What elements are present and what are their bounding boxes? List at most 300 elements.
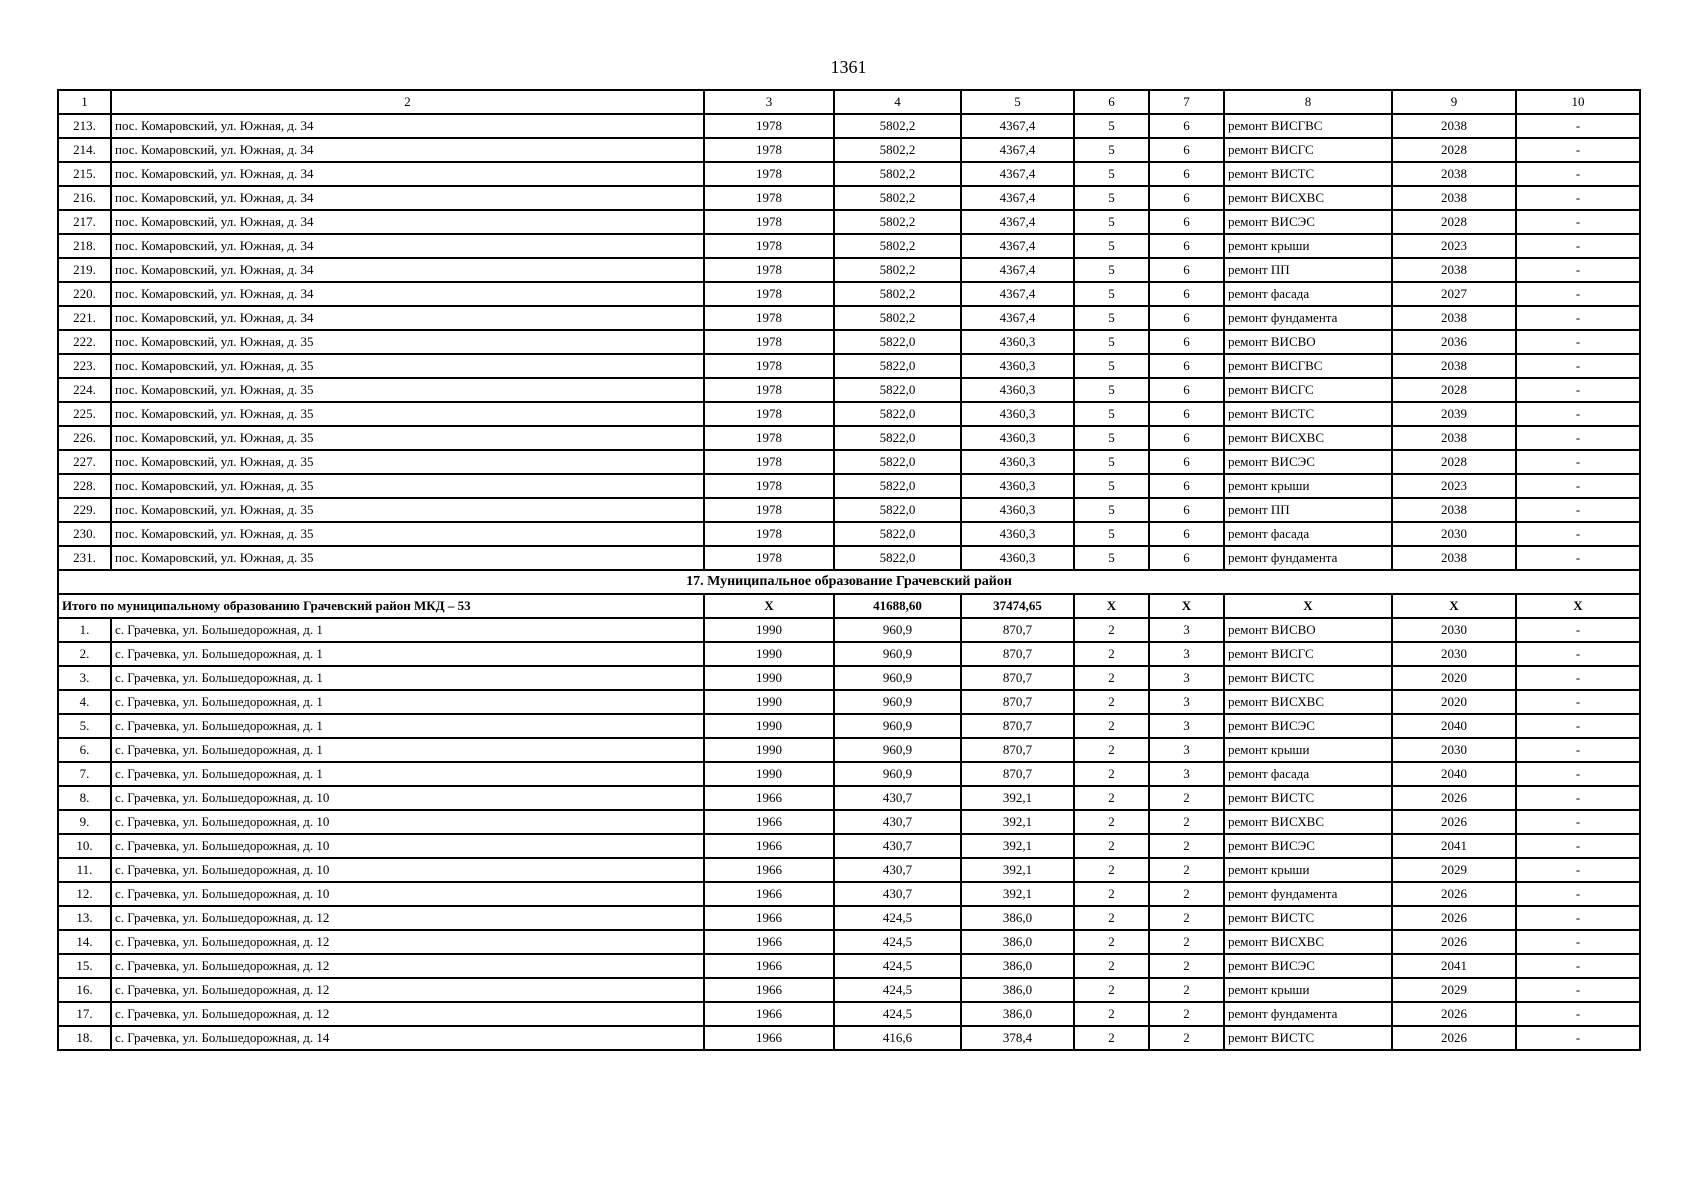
note-cell: -: [1516, 858, 1640, 882]
planned-year-cell: 2039: [1392, 402, 1516, 426]
table-row: [58, 954, 1640, 978]
planned-year-cell: 2038: [1392, 114, 1516, 138]
row-number-cell: 222.: [58, 330, 111, 354]
year-cell: 1966: [704, 882, 834, 906]
address-cell: с. Грачевка, ул. Большедорожная, д. 12: [111, 978, 704, 1002]
total-area-cell: 424,5: [834, 954, 961, 978]
total-area-cell: 5802,2: [834, 258, 961, 282]
total-area-cell: 5802,2: [834, 210, 961, 234]
year-cell: 1990: [704, 618, 834, 642]
entrances-cell: 6: [1149, 282, 1224, 306]
entrances-cell: 6: [1149, 330, 1224, 354]
floors-cell: 2: [1074, 954, 1149, 978]
entrances-cell: 2: [1149, 906, 1224, 930]
total-area-cell: 5802,2: [834, 186, 961, 210]
table-row: [58, 666, 1640, 690]
entrances-cell: 2: [1149, 858, 1224, 882]
row-number-cell: 13.: [58, 906, 111, 930]
note-cell: -: [1516, 354, 1640, 378]
living-area-cell: 392,1: [961, 834, 1074, 858]
address-cell: с. Грачевка, ул. Большедорожная, д. 10: [111, 882, 704, 906]
total-area-cell: 416,6: [834, 1026, 961, 1050]
work-type-cell: ремонт фундамента: [1224, 882, 1392, 906]
address-cell: пос. Комаровский, ул. Южная, д. 35: [111, 498, 704, 522]
floors-cell: 5: [1074, 210, 1149, 234]
year-cell: 1978: [704, 210, 834, 234]
work-type-cell: ремонт фасада: [1224, 522, 1392, 546]
table-row: [58, 402, 1640, 426]
planned-year-cell: 2027: [1392, 282, 1516, 306]
floors-cell: 5: [1074, 138, 1149, 162]
total-value-cell: Х: [1074, 594, 1149, 618]
year-cell: 1966: [704, 810, 834, 834]
planned-year-cell: 2023: [1392, 234, 1516, 258]
floors-cell: 2: [1074, 666, 1149, 690]
floors-cell: 5: [1074, 234, 1149, 258]
year-cell: 1990: [704, 714, 834, 738]
column-number-cell: 8: [1224, 90, 1392, 114]
address-cell: пос. Комаровский, ул. Южная, д. 35: [111, 330, 704, 354]
year-cell: 1978: [704, 522, 834, 546]
row-number-cell: 14.: [58, 930, 111, 954]
table-row: [58, 162, 1640, 186]
total-area-cell: 5822,0: [834, 522, 961, 546]
work-type-cell: ремонт ВИСГС: [1224, 378, 1392, 402]
planned-year-cell: 2026: [1392, 930, 1516, 954]
row-number-cell: 7.: [58, 762, 111, 786]
row-number-cell: 230.: [58, 522, 111, 546]
work-type-cell: ремонт фундамента: [1224, 546, 1392, 570]
total-area-cell: 960,9: [834, 762, 961, 786]
table-row: [58, 690, 1640, 714]
entrances-cell: 6: [1149, 450, 1224, 474]
total-area-cell: 430,7: [834, 786, 961, 810]
table-row: [58, 642, 1640, 666]
note-cell: -: [1516, 186, 1640, 210]
entrances-cell: 6: [1149, 186, 1224, 210]
address-cell: пос. Комаровский, ул. Южная, д. 34: [111, 162, 704, 186]
living-area-cell: 4367,4: [961, 114, 1074, 138]
entrances-cell: 6: [1149, 138, 1224, 162]
living-area-cell: 870,7: [961, 738, 1074, 762]
planned-year-cell: 2026: [1392, 882, 1516, 906]
entrances-cell: 6: [1149, 306, 1224, 330]
entrances-cell: 2: [1149, 1002, 1224, 1026]
total-area-cell: 5802,2: [834, 282, 961, 306]
work-type-cell: ремонт фундамента: [1224, 306, 1392, 330]
row-number-cell: 224.: [58, 378, 111, 402]
year-cell: 1978: [704, 450, 834, 474]
floors-cell: 2: [1074, 786, 1149, 810]
planned-year-cell: 2029: [1392, 858, 1516, 882]
entrances-cell: 6: [1149, 258, 1224, 282]
entrances-cell: 3: [1149, 618, 1224, 642]
total-area-cell: 960,9: [834, 666, 961, 690]
living-area-cell: 870,7: [961, 690, 1074, 714]
note-cell: -: [1516, 450, 1640, 474]
floors-cell: 2: [1074, 1002, 1149, 1026]
total-label: Итого по муниципальному образованию Грачевский район МКД – 53: [58, 594, 704, 618]
living-area-cell: 4360,3: [961, 474, 1074, 498]
column-number-cell: 6: [1074, 90, 1149, 114]
address-cell: пос. Комаровский, ул. Южная, д. 34: [111, 258, 704, 282]
section-header-row: [58, 570, 1640, 594]
work-type-cell: ремонт фасада: [1224, 762, 1392, 786]
row-number-cell: 3.: [58, 666, 111, 690]
table-row: [58, 498, 1640, 522]
row-number-cell: 17.: [58, 1002, 111, 1026]
work-type-cell: ремонт ВИСГВС: [1224, 354, 1392, 378]
year-cell: 1990: [704, 762, 834, 786]
note-cell: -: [1516, 810, 1640, 834]
table-row: [58, 450, 1640, 474]
work-type-cell: ремонт ВИСЭС: [1224, 714, 1392, 738]
total-value-cell: Х: [1516, 594, 1640, 618]
table-row: [58, 858, 1640, 882]
year-cell: 1966: [704, 786, 834, 810]
address-cell: пос. Комаровский, ул. Южная, д. 34: [111, 234, 704, 258]
planned-year-cell: 2030: [1392, 642, 1516, 666]
planned-year-cell: 2038: [1392, 186, 1516, 210]
work-type-cell: ремонт ВИСХВС: [1224, 426, 1392, 450]
living-area-cell: 4367,4: [961, 162, 1074, 186]
planned-year-cell: 2023: [1392, 474, 1516, 498]
row-number-cell: 8.: [58, 786, 111, 810]
note-cell: -: [1516, 666, 1640, 690]
floors-cell: 5: [1074, 330, 1149, 354]
year-cell: 1978: [704, 138, 834, 162]
column-number-cell: 10: [1516, 90, 1640, 114]
work-type-cell: ремонт ВИСТС: [1224, 1026, 1392, 1050]
living-area-cell: 4360,3: [961, 402, 1074, 426]
living-area-cell: 386,0: [961, 1002, 1074, 1026]
total-area-cell: 5822,0: [834, 474, 961, 498]
floors-cell: 5: [1074, 378, 1149, 402]
column-number-cell: 2: [111, 90, 704, 114]
total-value-cell: Х: [1224, 594, 1392, 618]
address-cell: с. Грачевка, ул. Большедорожная, д. 1: [111, 666, 704, 690]
row-number-cell: 221.: [58, 306, 111, 330]
living-area-cell: 4367,4: [961, 306, 1074, 330]
entrances-cell: 2: [1149, 834, 1224, 858]
year-cell: 1990: [704, 738, 834, 762]
floors-cell: 5: [1074, 498, 1149, 522]
row-number-cell: 228.: [58, 474, 111, 498]
planned-year-cell: 2041: [1392, 834, 1516, 858]
row-number-cell: 223.: [58, 354, 111, 378]
total-area-cell: 5822,0: [834, 330, 961, 354]
entrances-cell: 6: [1149, 426, 1224, 450]
year-cell: 1966: [704, 954, 834, 978]
floors-cell: 5: [1074, 426, 1149, 450]
total-value-cell: 37474,65: [961, 594, 1074, 618]
work-type-cell: ремонт ПП: [1224, 258, 1392, 282]
column-number-cell: 7: [1149, 90, 1224, 114]
row-number-cell: 18.: [58, 1026, 111, 1050]
living-area-cell: 4360,3: [961, 426, 1074, 450]
address-cell: пос. Комаровский, ул. Южная, д. 34: [111, 114, 704, 138]
year-cell: 1990: [704, 642, 834, 666]
address-cell: пос. Комаровский, ул. Южная, д. 34: [111, 186, 704, 210]
planned-year-cell: 2030: [1392, 738, 1516, 762]
work-type-cell: ремонт фасада: [1224, 282, 1392, 306]
work-type-cell: ремонт ВИСЭС: [1224, 450, 1392, 474]
address-cell: пос. Комаровский, ул. Южная, д. 34: [111, 210, 704, 234]
address-cell: пос. Комаровский, ул. Южная, д. 35: [111, 402, 704, 426]
year-cell: 1966: [704, 834, 834, 858]
table-row: [58, 1002, 1640, 1026]
year-cell: 1966: [704, 858, 834, 882]
floors-cell: 2: [1074, 1026, 1149, 1050]
address-cell: пос. Комаровский, ул. Южная, д. 35: [111, 474, 704, 498]
floors-cell: 2: [1074, 762, 1149, 786]
note-cell: -: [1516, 546, 1640, 570]
total-area-cell: 430,7: [834, 858, 961, 882]
floors-cell: 5: [1074, 186, 1149, 210]
column-number-cell: 3: [704, 90, 834, 114]
floors-cell: 5: [1074, 162, 1149, 186]
column-number-cell: 4: [834, 90, 961, 114]
total-area-cell: 430,7: [834, 810, 961, 834]
living-area-cell: 386,0: [961, 906, 1074, 930]
entrances-cell: 3: [1149, 690, 1224, 714]
table-row: [58, 834, 1640, 858]
work-type-cell: ремонт ВИСГС: [1224, 642, 1392, 666]
floors-cell: 5: [1074, 114, 1149, 138]
note-cell: -: [1516, 1026, 1640, 1050]
address-cell: с. Грачевка, ул. Большедорожная, д. 10: [111, 786, 704, 810]
work-type-cell: ремонт ВИСВО: [1224, 330, 1392, 354]
address-cell: с. Грачевка, ул. Большедорожная, д. 1: [111, 738, 704, 762]
year-cell: 1978: [704, 498, 834, 522]
row-number-cell: 5.: [58, 714, 111, 738]
planned-year-cell: 2028: [1392, 450, 1516, 474]
note-cell: -: [1516, 882, 1640, 906]
entrances-cell: 2: [1149, 786, 1224, 810]
row-number-cell: 2.: [58, 642, 111, 666]
work-type-cell: ремонт крыши: [1224, 474, 1392, 498]
entrances-cell: 2: [1149, 882, 1224, 906]
year-cell: 1978: [704, 234, 834, 258]
note-cell: -: [1516, 426, 1640, 450]
entrances-cell: 6: [1149, 210, 1224, 234]
planned-year-cell: 2038: [1392, 426, 1516, 450]
note-cell: -: [1516, 714, 1640, 738]
total-value-cell: Х: [704, 594, 834, 618]
work-type-cell: ремонт ВИСТС: [1224, 402, 1392, 426]
planned-year-cell: 2026: [1392, 786, 1516, 810]
total-value-cell: Х: [1392, 594, 1516, 618]
planned-year-cell: 2026: [1392, 1026, 1516, 1050]
entrances-cell: 2: [1149, 930, 1224, 954]
year-cell: 1966: [704, 1002, 834, 1026]
address-cell: с. Грачевка, ул. Большедорожная, д. 1: [111, 762, 704, 786]
year-cell: 1978: [704, 330, 834, 354]
work-type-cell: ремонт ВИСТС: [1224, 906, 1392, 930]
entrances-cell: 6: [1149, 522, 1224, 546]
table-row: [58, 306, 1640, 330]
year-cell: 1978: [704, 162, 834, 186]
total-area-cell: 430,7: [834, 882, 961, 906]
living-area-cell: 378,4: [961, 1026, 1074, 1050]
work-type-cell: ремонт ВИСТС: [1224, 666, 1392, 690]
planned-year-cell: 2028: [1392, 378, 1516, 402]
work-type-cell: ремонт крыши: [1224, 738, 1392, 762]
total-area-cell: 960,9: [834, 642, 961, 666]
table-row: [58, 474, 1640, 498]
work-type-cell: ремонт ВИСЭС: [1224, 210, 1392, 234]
column-number-cell: 5: [961, 90, 1074, 114]
entrances-cell: 6: [1149, 498, 1224, 522]
floors-cell: 5: [1074, 522, 1149, 546]
entrances-cell: 6: [1149, 114, 1224, 138]
year-cell: 1978: [704, 474, 834, 498]
work-type-cell: ремонт ВИСТС: [1224, 162, 1392, 186]
total-area-cell: 5822,0: [834, 546, 961, 570]
total-area-cell: 424,5: [834, 978, 961, 1002]
row-number-cell: 214.: [58, 138, 111, 162]
floors-cell: 2: [1074, 930, 1149, 954]
work-type-cell: ремонт ВИСХВС: [1224, 186, 1392, 210]
table-row: [58, 978, 1640, 1002]
total-area-cell: 5822,0: [834, 426, 961, 450]
floors-cell: 2: [1074, 810, 1149, 834]
note-cell: -: [1516, 114, 1640, 138]
note-cell: -: [1516, 258, 1640, 282]
total-area-cell: 424,5: [834, 1002, 961, 1026]
note-cell: -: [1516, 762, 1640, 786]
table-row: [58, 330, 1640, 354]
year-cell: 1990: [704, 666, 834, 690]
note-cell: -: [1516, 330, 1640, 354]
total-area-cell: 5822,0: [834, 354, 961, 378]
total-row: [58, 594, 1640, 618]
table-row: [58, 786, 1640, 810]
floors-cell: 2: [1074, 882, 1149, 906]
row-number-cell: 4.: [58, 690, 111, 714]
table-row: [58, 258, 1640, 282]
living-area-cell: 4360,3: [961, 498, 1074, 522]
address-cell: с. Грачевка, ул. Большедорожная, д. 12: [111, 930, 704, 954]
note-cell: -: [1516, 618, 1640, 642]
table-row: [58, 522, 1640, 546]
year-cell: 1978: [704, 354, 834, 378]
living-area-cell: 4360,3: [961, 354, 1074, 378]
floors-cell: 2: [1074, 834, 1149, 858]
entrances-cell: 2: [1149, 954, 1224, 978]
note-cell: -: [1516, 978, 1640, 1002]
planned-year-cell: 2030: [1392, 522, 1516, 546]
address-cell: пос. Комаровский, ул. Южная, д. 35: [111, 546, 704, 570]
entrances-cell: 3: [1149, 762, 1224, 786]
entrances-cell: 2: [1149, 978, 1224, 1002]
row-number-cell: 9.: [58, 810, 111, 834]
note-cell: -: [1516, 834, 1640, 858]
total-area-cell: 5802,2: [834, 114, 961, 138]
table-row: [58, 378, 1640, 402]
living-area-cell: 4367,4: [961, 258, 1074, 282]
work-type-cell: ремонт ВИСГВС: [1224, 114, 1392, 138]
living-area-cell: 4367,4: [961, 138, 1074, 162]
living-area-cell: 870,7: [961, 762, 1074, 786]
year-cell: 1978: [704, 402, 834, 426]
planned-year-cell: 2028: [1392, 138, 1516, 162]
year-cell: 1966: [704, 930, 834, 954]
table-row: [58, 738, 1640, 762]
note-cell: -: [1516, 282, 1640, 306]
row-number-cell: 217.: [58, 210, 111, 234]
note-cell: -: [1516, 162, 1640, 186]
total-area-cell: 960,9: [834, 690, 961, 714]
floors-cell: 5: [1074, 258, 1149, 282]
year-cell: 1990: [704, 690, 834, 714]
total-area-cell: 430,7: [834, 834, 961, 858]
table-row: [58, 714, 1640, 738]
table-row: [58, 1026, 1640, 1050]
year-cell: 1978: [704, 378, 834, 402]
year-cell: 1966: [704, 906, 834, 930]
living-area-cell: 4367,4: [961, 186, 1074, 210]
work-type-cell: ремонт ВИСЭС: [1224, 834, 1392, 858]
planned-year-cell: 2020: [1392, 690, 1516, 714]
planned-year-cell: 2030: [1392, 618, 1516, 642]
living-area-cell: 386,0: [961, 954, 1074, 978]
note-cell: -: [1516, 906, 1640, 930]
section-title: 17. Муниципальное образование Грачевский район: [58, 570, 1640, 594]
note-cell: -: [1516, 210, 1640, 234]
total-area-cell: 5802,2: [834, 138, 961, 162]
work-type-cell: ремонт крыши: [1224, 978, 1392, 1002]
year-cell: 1978: [704, 282, 834, 306]
entrances-cell: 6: [1149, 378, 1224, 402]
year-cell: 1978: [704, 426, 834, 450]
floors-cell: 2: [1074, 690, 1149, 714]
row-number-cell: 218.: [58, 234, 111, 258]
floors-cell: 2: [1074, 642, 1149, 666]
table-row: [58, 882, 1640, 906]
total-area-cell: 960,9: [834, 738, 961, 762]
year-cell: 1966: [704, 978, 834, 1002]
living-area-cell: 870,7: [961, 642, 1074, 666]
floors-cell: 2: [1074, 714, 1149, 738]
note-cell: -: [1516, 474, 1640, 498]
total-area-cell: 5802,2: [834, 162, 961, 186]
address-cell: пос. Комаровский, ул. Южная, д. 35: [111, 426, 704, 450]
table-row: [58, 906, 1640, 930]
address-cell: с. Грачевка, ул. Большедорожная, д. 12: [111, 906, 704, 930]
planned-year-cell: 2026: [1392, 1002, 1516, 1026]
entrances-cell: 3: [1149, 666, 1224, 690]
address-cell: с. Грачевка, ул. Большедорожная, д. 1: [111, 714, 704, 738]
table-row: [58, 930, 1640, 954]
capital-repair-table: [57, 89, 1641, 1051]
work-type-cell: ремонт ВИСХВС: [1224, 690, 1392, 714]
row-number-cell: 231.: [58, 546, 111, 570]
planned-year-cell: 2038: [1392, 306, 1516, 330]
address-cell: пос. Комаровский, ул. Южная, д. 35: [111, 354, 704, 378]
work-type-cell: ремонт ВИСХВС: [1224, 810, 1392, 834]
living-area-cell: 4360,3: [961, 450, 1074, 474]
total-area-cell: 960,9: [834, 714, 961, 738]
year-cell: 1978: [704, 306, 834, 330]
floors-cell: 2: [1074, 618, 1149, 642]
note-cell: -: [1516, 930, 1640, 954]
living-area-cell: 870,7: [961, 618, 1074, 642]
work-type-cell: ремонт ВИСТС: [1224, 786, 1392, 810]
year-cell: 1978: [704, 546, 834, 570]
table-row: [58, 186, 1640, 210]
column-number-cell: 1: [58, 90, 111, 114]
